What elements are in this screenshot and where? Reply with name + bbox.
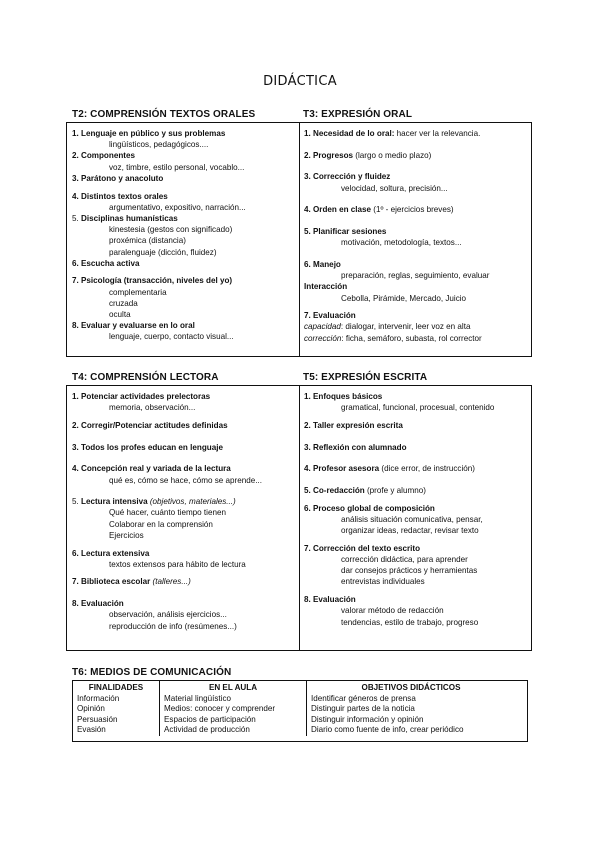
- t4-item-7: 7. Biblioteca escolar (talleres...): [72, 577, 191, 587]
- table-row: Opinión Medios: conocer y comprender Distinguir partes de la noticia: [73, 704, 515, 715]
- t5-item-4: 4. Profesor asesora (dice error, de instrucción): [304, 464, 475, 474]
- table-row: Información Material lingüístico Identificar géneros de prensa: [73, 694, 515, 705]
- t4-title: T4: COMPRENSIÓN LECTORA: [72, 372, 219, 383]
- t4-column: [67, 386, 299, 650]
- t2-item-4: 4. Distintos textos orales argumentativo, expositivo, narración...: [72, 191, 246, 212]
- t3-item-6: 6. Manejo preparación, reglas, seguimiento, evaluar Interacción Cebolla, Pirámide, Mercado, Juicio: [304, 259, 490, 303]
- t2-item-3: 3. Parátono y anacoluto: [72, 173, 164, 183]
- t5-item-1: 1. Enfoques básicos gramatical, funcional, procesual, contenido: [304, 392, 495, 413]
- header-objetivos: OBJETIVOS DIDÁCTICOS: [307, 681, 516, 694]
- t5-item-7: 7. Corrección del texto escrito corrección didáctica, para aprender dar consejos prácticos y herramientas entrevistas individuales: [304, 543, 478, 587]
- t5-item-8: 8. Evaluación valorar método de redacción tendencias, estilo de trabajo, progreso: [304, 595, 479, 627]
- table-row: Persuasión Espacios de participación Distinguir información y opinión: [73, 715, 515, 726]
- t4-item-1: 1. Potenciar actividades prelectoras memoria, observación...: [72, 392, 211, 413]
- t2-item-2: 2. Componentes voz, timbre, estilo personal, vocablo...: [72, 151, 245, 172]
- t5-item-2: 2. Taller expresión escrita: [304, 420, 403, 430]
- t3-item-4: 4. Orden en clase (1º - ejercicios breves): [304, 205, 454, 215]
- t3-title: T3: EXPRESIÓN ORAL: [303, 109, 413, 120]
- t5-item-5: 5. Co-redacción (profe y alumno): [304, 486, 426, 496]
- t4-item-3: 3. Todos los profes educan en lenguaje: [72, 442, 223, 452]
- t2-item-5: 5. Disciplinas humanísticas kinestesia (gestos con significado) proxémica (distancia) paralenguaje (dicción, fluidez): [72, 213, 233, 257]
- page-title: DIDÁCTICA: [263, 74, 337, 89]
- t2-item-8: 8. Evaluar y evaluarse en lo oral lenguaje, cuerpo, contacto visual...: [72, 321, 234, 342]
- t2-item-7: 7. Psicología (transacción, niveles del yo) complementaria cruzada oculta: [72, 276, 233, 320]
- t5-item-6: 6. Proceso global de composición análisis situación comunicativa, pensar, organizar ideas, redactar, revisar texto: [304, 503, 483, 536]
- t2-item-1: 1. Lenguaje en público y sus problemas lingüísticos, pedagógicos....: [72, 129, 226, 150]
- t3-item-2: 2. Progresos (largo o medio plazo): [304, 150, 432, 160]
- t4-item-8: 8. Evaluación observación, análisis ejercicios... reproducción de info (resúmenes...): [72, 599, 237, 631]
- t3-item-1: 1. Necesidad de lo oral: hacer ver la relevancia.: [304, 129, 481, 138]
- header-en-el-aula: EN EL AULA: [160, 681, 307, 694]
- t5-column: [300, 386, 531, 650]
- t2-title: T2: COMPRENSIÓN TEXTOS ORALES: [72, 109, 256, 120]
- t5-title: T5: EXPRESIÓN ESCRITA: [303, 372, 428, 383]
- t3-item-3: 3. Corrección y fluidez velocidad, soltura, precisión...: [304, 172, 448, 193]
- t2-t3-box: [66, 122, 532, 357]
- t3-item-7: 7. Evaluación capacidad: dialogar, intervenir, leer voz en alta corrección: ficha, semáforo, subasta, rol corrector: [304, 311, 482, 343]
- t4-item-5: 5. Lectura intensiva (objetivos, materiales...) Qué hacer, cuánto tiempo tienen Colaborar en la comprensión Ejercicios: [72, 497, 236, 540]
- t3-item-5: 5. Planificar sesiones motivación, metodología, textos...: [304, 227, 462, 248]
- t6-box: [72, 680, 528, 742]
- t6-title: T6: MEDIOS DE COMUNICACIÓN: [72, 667, 232, 678]
- t4-t5-box: [66, 385, 532, 651]
- media-table: [73, 681, 515, 736]
- t4-item-2: 2. Corregir/Potenciar actitudes definidas: [72, 420, 228, 430]
- header-finalidades: FINALIDADES: [88, 683, 144, 692]
- t4-item-4: 4. Concepción real y variada de la lectura qué es, cómo se hace, cómo se aprende...: [72, 464, 262, 485]
- t5-item-3: 3. Reflexión con alumnado: [304, 442, 407, 452]
- t2-column: [67, 123, 299, 356]
- t2-item-6: 6. Escucha activa: [72, 258, 140, 268]
- t4-item-6: 6. Lectura extensiva textos extensos para hábito de lectura: [72, 548, 246, 569]
- table-row: Evasión Actividad de producción Diario como fuente de info, crear periódico: [73, 725, 515, 736]
- t3-column: [300, 123, 531, 356]
